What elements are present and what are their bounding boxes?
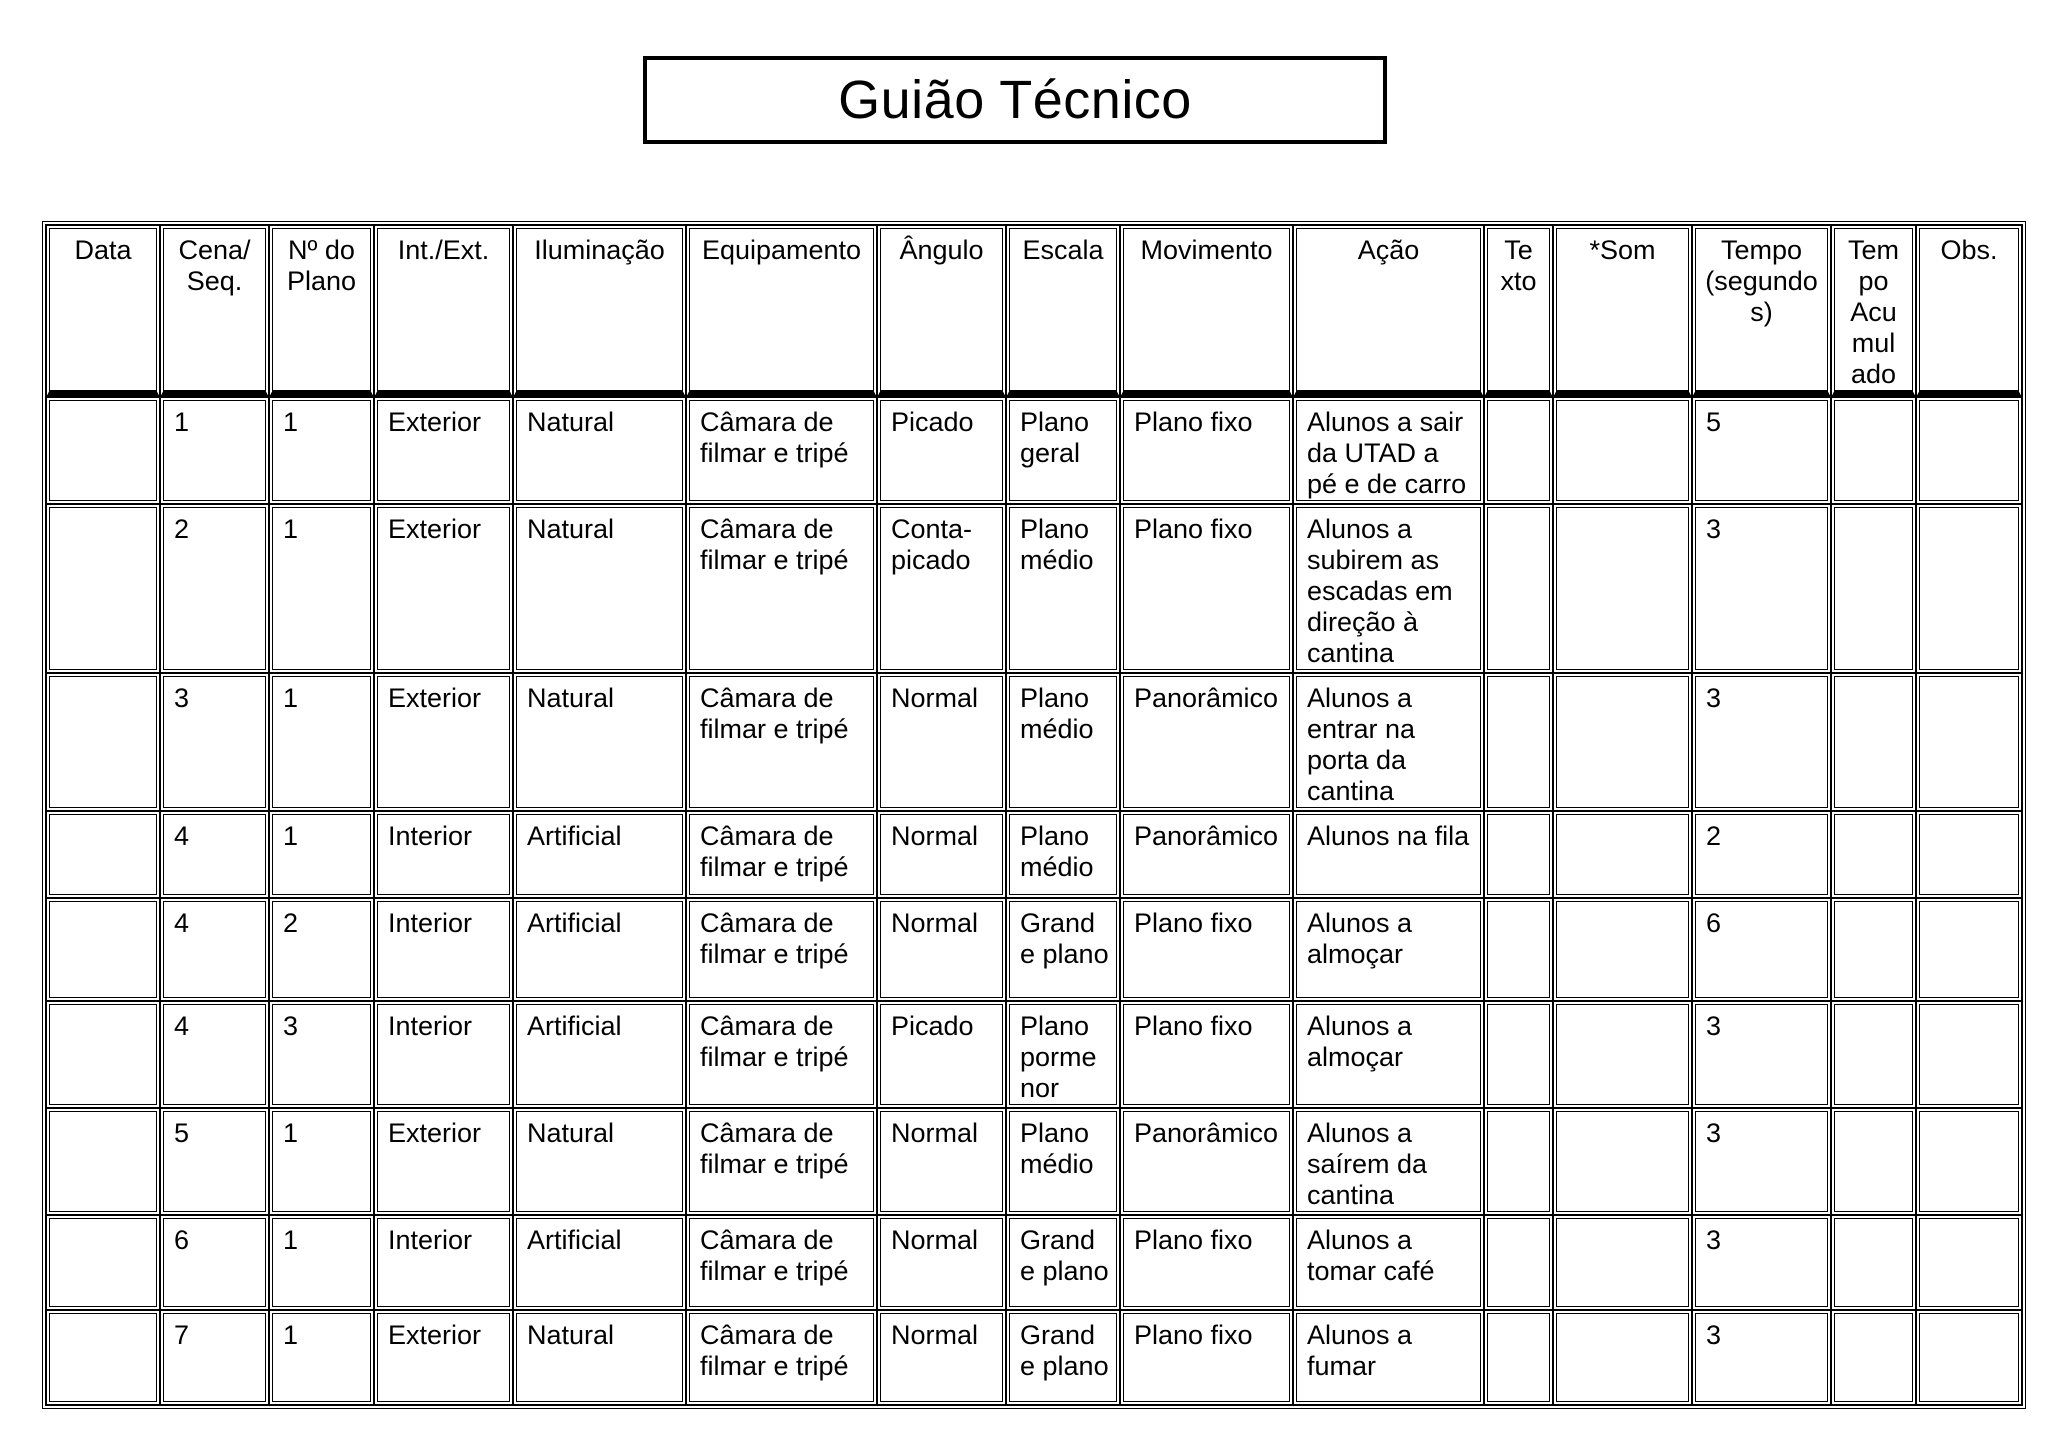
col-header-movimento: Movimento — [1120, 225, 1293, 397]
cell-texto — [1484, 1108, 1553, 1215]
table-row — [46, 1108, 2022, 1215]
cell-acao: Alunos a subirem as escadas em direção à cantina — [1293, 504, 1484, 673]
col-header-cena-seq: Cena/ Seq. — [160, 225, 269, 397]
cell-escala: Plano médio — [1006, 811, 1120, 898]
cell-escala: Plano médio — [1006, 1108, 1120, 1215]
col-header-int-ext: Int./Ext. — [374, 225, 513, 397]
cell-iluminacao: Artificial — [513, 1001, 686, 1108]
cell-texto — [1484, 673, 1553, 811]
table-row — [46, 1310, 2022, 1405]
cell-iluminacao: Natural — [513, 1108, 686, 1215]
cell-tempo-acumulado — [1831, 811, 1916, 898]
cell-texto — [1484, 1215, 1553, 1310]
cell-escala: Plano médio — [1006, 673, 1120, 811]
cell-int-ext: Interior — [374, 898, 513, 1001]
cell-escala: Grand e plano — [1006, 898, 1120, 1001]
cell-tempo-acumulado — [1831, 1108, 1916, 1215]
cell-angulo: Conta-picado — [877, 504, 1006, 673]
cell-tempo: 3 — [1692, 1310, 1831, 1405]
cell-tempo: 3 — [1692, 1108, 1831, 1215]
col-header-angulo: Ângulo — [877, 225, 1006, 397]
cell-acao: Alunos na fila — [1293, 811, 1484, 898]
cell-acao: Alunos a saírem da cantina — [1293, 1108, 1484, 1215]
cell-equipamento: Câmara de filmar e tripé — [686, 1310, 877, 1405]
cell-tempo: 3 — [1692, 1215, 1831, 1310]
cell-data — [46, 673, 160, 811]
cell-equipamento: Câmara de filmar e tripé — [686, 898, 877, 1001]
col-header-obs: Obs. — [1916, 225, 2022, 397]
cell-angulo: Picado — [877, 397, 1006, 504]
cell-som — [1553, 811, 1692, 898]
cell-equipamento: Câmara de filmar e tripé — [686, 1001, 877, 1108]
cell-equipamento: Câmara de filmar e tripé — [686, 673, 877, 811]
cell-tempo-acumulado — [1831, 673, 1916, 811]
cell-obs — [1916, 1108, 2022, 1215]
cell-texto — [1484, 1001, 1553, 1108]
cell-n-plano: 1 — [269, 504, 374, 673]
cell-angulo: Normal — [877, 673, 1006, 811]
cell-acao: Alunos a almoçar — [1293, 898, 1484, 1001]
cell-tempo-acumulado — [1831, 397, 1916, 504]
cell-cena-seq: 6 — [160, 1215, 269, 1310]
table-row — [46, 898, 2022, 1001]
cell-som — [1553, 898, 1692, 1001]
cell-texto — [1484, 504, 1553, 673]
cell-angulo: Normal — [877, 811, 1006, 898]
col-header-som: *Som — [1553, 225, 1692, 397]
cell-iluminacao: Artificial — [513, 898, 686, 1001]
cell-int-ext: Exterior — [374, 1310, 513, 1405]
cell-escala: Plano médio — [1006, 504, 1120, 673]
cell-som — [1553, 1001, 1692, 1108]
cell-movimento: Plano fixo — [1120, 397, 1293, 504]
cell-n-plano: 1 — [269, 1108, 374, 1215]
cell-data — [46, 811, 160, 898]
cell-escala: Plano geral — [1006, 397, 1120, 504]
cell-escala: Plano porme nor — [1006, 1001, 1120, 1108]
cell-obs — [1916, 898, 2022, 1001]
cell-angulo: Normal — [877, 1215, 1006, 1310]
cell-cena-seq: 1 — [160, 397, 269, 504]
cell-int-ext: Interior — [374, 811, 513, 898]
cell-tempo: 3 — [1692, 1001, 1831, 1108]
col-header-acao: Ação — [1293, 225, 1484, 397]
cell-iluminacao: Natural — [513, 673, 686, 811]
cell-equipamento: Câmara de filmar e tripé — [686, 397, 877, 504]
cell-cena-seq: 4 — [160, 811, 269, 898]
cell-tempo: 5 — [1692, 397, 1831, 504]
cell-int-ext: Interior — [374, 1215, 513, 1310]
table-row — [46, 673, 2022, 811]
cell-data — [46, 1310, 160, 1405]
col-header-data: Data — [46, 225, 160, 397]
cell-cena-seq: 7 — [160, 1310, 269, 1405]
cell-iluminacao: Artificial — [513, 811, 686, 898]
cell-obs — [1916, 673, 2022, 811]
cell-cena-seq: 5 — [160, 1108, 269, 1215]
table-row — [46, 504, 2022, 673]
cell-acao: Alunos a tomar café — [1293, 1215, 1484, 1310]
cell-texto — [1484, 811, 1553, 898]
cell-data — [46, 397, 160, 504]
cell-equipamento: Câmara de filmar e tripé — [686, 811, 877, 898]
cell-int-ext: Interior — [374, 1001, 513, 1108]
cell-texto — [1484, 898, 1553, 1001]
cell-movimento: Plano fixo — [1120, 898, 1293, 1001]
table-body — [46, 397, 2022, 1405]
cell-som — [1553, 1310, 1692, 1405]
cell-data — [46, 898, 160, 1001]
cell-int-ext: Exterior — [374, 673, 513, 811]
cell-movimento: Plano fixo — [1120, 1310, 1293, 1405]
cell-tempo: 6 — [1692, 898, 1831, 1001]
table-row — [46, 397, 2022, 504]
cell-iluminacao: Natural — [513, 1310, 686, 1405]
cell-obs — [1916, 1310, 2022, 1405]
technical-script-table-wrapper — [42, 221, 2018, 1409]
cell-tempo-acumulado — [1831, 1310, 1916, 1405]
cell-n-plano: 1 — [269, 1310, 374, 1405]
cell-obs — [1916, 1001, 2022, 1108]
cell-data — [46, 504, 160, 673]
cell-data — [46, 1108, 160, 1215]
cell-acao: Alunos a fumar — [1293, 1310, 1484, 1405]
cell-cena-seq: 3 — [160, 673, 269, 811]
page-title: Guião Técnico — [838, 70, 1192, 130]
title-box — [643, 56, 1387, 144]
cell-angulo: Normal — [877, 1310, 1006, 1405]
cell-som — [1553, 1215, 1692, 1310]
cell-n-plano: 3 — [269, 1001, 374, 1108]
cell-acao: Alunos a sair da UTAD a pé e de carro — [1293, 397, 1484, 504]
cell-movimento: Plano fixo — [1120, 504, 1293, 673]
cell-som — [1553, 1108, 1692, 1215]
cell-n-plano: 1 — [269, 673, 374, 811]
col-header-tempo: Tempo (segundo s) — [1692, 225, 1831, 397]
cell-int-ext: Exterior — [374, 1108, 513, 1215]
cell-obs — [1916, 397, 2022, 504]
cell-escala: Grand e plano — [1006, 1215, 1120, 1310]
cell-iluminacao: Natural — [513, 504, 686, 673]
cell-n-plano: 1 — [269, 397, 374, 504]
cell-tempo-acumulado — [1831, 898, 1916, 1001]
col-header-texto: Te xto — [1484, 225, 1553, 397]
cell-data — [46, 1001, 160, 1108]
cell-int-ext: Exterior — [374, 397, 513, 504]
cell-obs — [1916, 504, 2022, 673]
cell-tempo: 3 — [1692, 504, 1831, 673]
cell-som — [1553, 397, 1692, 504]
cell-som — [1553, 504, 1692, 673]
cell-obs — [1916, 1215, 2022, 1310]
cell-tempo: 3 — [1692, 673, 1831, 811]
col-header-iluminacao: Iluminação — [513, 225, 686, 397]
cell-angulo: Normal — [877, 898, 1006, 1001]
cell-tempo-acumulado — [1831, 504, 1916, 673]
cell-int-ext: Exterior — [374, 504, 513, 673]
cell-movimento: Panorâmico — [1120, 673, 1293, 811]
table-row — [46, 1001, 2022, 1108]
table-row — [46, 1215, 2022, 1310]
cell-iluminacao: Natural — [513, 397, 686, 504]
cell-n-plano: 2 — [269, 898, 374, 1001]
cell-movimento: Panorâmico — [1120, 1108, 1293, 1215]
cell-data — [46, 1215, 160, 1310]
col-header-equipamento: Equipamento — [686, 225, 877, 397]
cell-equipamento: Câmara de filmar e tripé — [686, 504, 877, 673]
cell-acao: Alunos a entrar na porta da cantina — [1293, 673, 1484, 811]
cell-equipamento: Câmara de filmar e tripé — [686, 1215, 877, 1310]
cell-cena-seq: 4 — [160, 898, 269, 1001]
col-header-n-plano: Nº do Plano — [269, 225, 374, 397]
cell-texto — [1484, 397, 1553, 504]
col-header-escala: Escala — [1006, 225, 1120, 397]
cell-som — [1553, 673, 1692, 811]
cell-cena-seq: 2 — [160, 504, 269, 673]
table-header-row — [46, 225, 2022, 397]
cell-obs — [1916, 811, 2022, 898]
cell-tempo-acumulado — [1831, 1215, 1916, 1310]
cell-n-plano: 1 — [269, 811, 374, 898]
table-row — [46, 811, 2022, 898]
cell-tempo-acumulado — [1831, 1001, 1916, 1108]
cell-escala: Grand e plano — [1006, 1310, 1120, 1405]
cell-n-plano: 1 — [269, 1215, 374, 1310]
cell-movimento: Plano fixo — [1120, 1215, 1293, 1310]
col-header-tempo-acumulado: Tem po Acu mul ado — [1831, 225, 1916, 397]
cell-tempo: 2 — [1692, 811, 1831, 898]
cell-angulo: Picado — [877, 1001, 1006, 1108]
technical-script-table — [42, 221, 2026, 1409]
cell-angulo: Normal — [877, 1108, 1006, 1215]
cell-movimento: Plano fixo — [1120, 1001, 1293, 1108]
cell-movimento: Panorâmico — [1120, 811, 1293, 898]
cell-acao: Alunos a almoçar — [1293, 1001, 1484, 1108]
cell-texto — [1484, 1310, 1553, 1405]
cell-iluminacao: Artificial — [513, 1215, 686, 1310]
cell-cena-seq: 4 — [160, 1001, 269, 1108]
cell-equipamento: Câmara de filmar e tripé — [686, 1108, 877, 1215]
